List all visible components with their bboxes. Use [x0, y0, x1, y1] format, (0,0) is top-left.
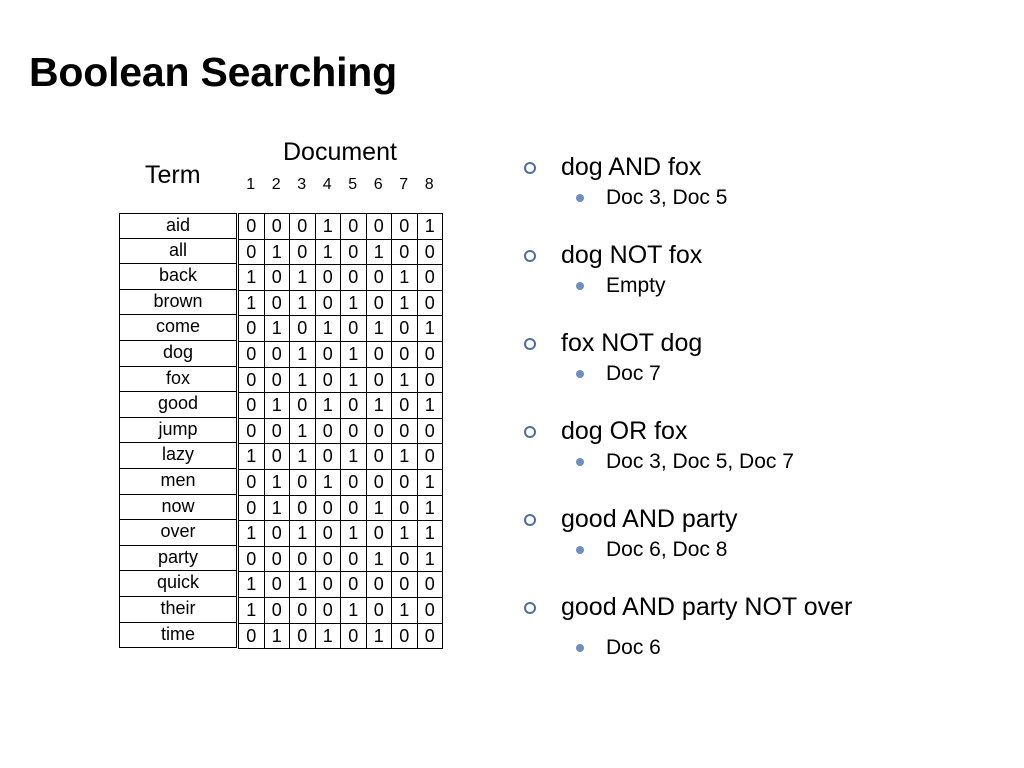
matrix-cell: 0 — [367, 521, 393, 547]
boolean-query-list — [522, 150, 1002, 688]
matrix-cell: 0 — [316, 265, 342, 291]
matrix-cell: 0 — [341, 214, 367, 240]
matrix-cell: 0 — [418, 624, 444, 650]
matrix-cell: 0 — [316, 547, 342, 573]
matrix-cell: 1 — [316, 214, 342, 240]
result-text: Doc 6, Doc 8 — [606, 538, 728, 561]
result-text: Doc 7 — [606, 362, 661, 385]
matrix-cell: 0 — [367, 444, 393, 470]
result-item — [522, 272, 1002, 326]
term-cell: fox — [119, 367, 237, 393]
matrix-cell: 0 — [316, 598, 342, 624]
matrix-cell: 1 — [265, 316, 291, 342]
matrix-cell: 1 — [290, 521, 316, 547]
matrix-cell: 0 — [265, 444, 291, 470]
term-cell: lazy — [119, 443, 237, 469]
matrix-cell: 0 — [290, 393, 316, 419]
query-text: dog OR fox — [561, 417, 688, 445]
term-cell: their — [119, 597, 237, 623]
term-cell: come — [119, 315, 237, 341]
term-document-matrix — [238, 213, 443, 649]
matrix-cell: 1 — [290, 368, 316, 394]
matrix-cell: 0 — [341, 496, 367, 522]
term-cell: good — [119, 392, 237, 418]
matrix-cell: 0 — [392, 393, 418, 419]
matrix-cell: 1 — [418, 470, 444, 496]
matrix-cell: 0 — [265, 214, 291, 240]
term-cell: brown — [119, 290, 237, 316]
matrix-cell: 1 — [316, 393, 342, 419]
document-number: 4 — [322, 176, 332, 193]
matrix-cell: 0 — [392, 240, 418, 266]
document-number: 1 — [246, 176, 256, 193]
matrix-cell: 0 — [265, 598, 291, 624]
matrix-cell: 1 — [341, 291, 367, 317]
matrix-cell: 0 — [265, 547, 291, 573]
matrix-cell: 1 — [239, 265, 265, 291]
matrix-cell: 0 — [290, 214, 316, 240]
matrix-cell: 0 — [290, 470, 316, 496]
document-number: 3 — [297, 176, 307, 193]
matrix-cell: 0 — [392, 496, 418, 522]
matrix-cell: 1 — [341, 598, 367, 624]
matrix-cell: 1 — [341, 521, 367, 547]
matrix-cell: 1 — [290, 291, 316, 317]
matrix-cell: 0 — [316, 572, 342, 598]
matrix-cell: 0 — [341, 470, 367, 496]
matrix-cell: 0 — [265, 342, 291, 368]
matrix-cell: 0 — [367, 598, 393, 624]
term-cell: dog — [119, 341, 237, 367]
matrix-cell: 0 — [265, 265, 291, 291]
matrix-cell: 0 — [316, 291, 342, 317]
matrix-cell: 0 — [341, 624, 367, 650]
matrix-cell: 0 — [290, 496, 316, 522]
matrix-cell: 0 — [265, 291, 291, 317]
matrix-cell: 0 — [239, 624, 265, 650]
matrix-cell: 1 — [418, 316, 444, 342]
matrix-cell: 0 — [392, 419, 418, 445]
matrix-cell: 0 — [418, 291, 444, 317]
matrix-cell: 0 — [239, 419, 265, 445]
matrix-cell: 0 — [367, 342, 393, 368]
matrix-cell: 0 — [367, 265, 393, 291]
term-cell: aid — [119, 213, 237, 239]
matrix-cell: 0 — [316, 419, 342, 445]
matrix-cell: 1 — [265, 240, 291, 266]
result-text: Empty — [606, 274, 666, 297]
term-cell: quick — [119, 571, 237, 597]
term-cell: jump — [119, 418, 237, 444]
matrix-cell: 1 — [290, 572, 316, 598]
matrix-cell: 0 — [265, 572, 291, 598]
matrix-cell: 0 — [341, 265, 367, 291]
matrix-cell: 0 — [265, 521, 291, 547]
matrix-cell: 0 — [316, 444, 342, 470]
matrix-cell: 0 — [341, 393, 367, 419]
matrix-cell: 0 — [418, 368, 444, 394]
matrix-cell: 1 — [392, 598, 418, 624]
document-number: 2 — [271, 176, 281, 193]
matrix-cell: 1 — [392, 265, 418, 291]
matrix-cell: 0 — [392, 624, 418, 650]
matrix-cell: 0 — [392, 214, 418, 240]
matrix-cell: 0 — [418, 342, 444, 368]
matrix-cell: 0 — [316, 342, 342, 368]
matrix-cell: 1 — [239, 444, 265, 470]
matrix-cell: 0 — [239, 368, 265, 394]
matrix-cell: 0 — [367, 572, 393, 598]
hollow-bullet-icon — [524, 162, 536, 174]
matrix-cell: 0 — [239, 393, 265, 419]
matrix-cell: 0 — [239, 240, 265, 266]
result-item — [522, 536, 1002, 590]
matrix-cell: 1 — [239, 291, 265, 317]
matrix-cell: 0 — [367, 214, 393, 240]
matrix-cell: 1 — [239, 598, 265, 624]
matrix-cell: 0 — [341, 240, 367, 266]
matrix-cell: 0 — [418, 419, 444, 445]
matrix-cell: 1 — [265, 496, 291, 522]
matrix-cell: 0 — [418, 572, 444, 598]
matrix-cell: 0 — [290, 316, 316, 342]
hollow-bullet-icon — [524, 250, 536, 262]
document-number-row — [238, 173, 442, 197]
term-column-header: Term — [145, 161, 201, 189]
matrix-cell: 0 — [367, 368, 393, 394]
matrix-cell: 0 — [290, 624, 316, 650]
matrix-cell: 0 — [316, 368, 342, 394]
matrix-cell: 1 — [290, 342, 316, 368]
result-item — [522, 184, 1002, 238]
matrix-cell: 0 — [265, 368, 291, 394]
term-cell: now — [119, 495, 237, 521]
term-column — [119, 213, 237, 648]
matrix-cell: 0 — [392, 572, 418, 598]
term-cell: party — [119, 546, 237, 572]
query-item — [522, 150, 1002, 184]
matrix-cell: 0 — [239, 470, 265, 496]
matrix-cell: 0 — [341, 547, 367, 573]
matrix-cell: 0 — [239, 214, 265, 240]
result-item — [522, 448, 1002, 502]
query-item — [522, 590, 1002, 624]
matrix-cell: 0 — [392, 342, 418, 368]
matrix-cell: 0 — [367, 291, 393, 317]
matrix-cell: 1 — [341, 368, 367, 394]
matrix-cell: 1 — [392, 444, 418, 470]
matrix-cell: 0 — [418, 265, 444, 291]
matrix-cell: 1 — [341, 444, 367, 470]
matrix-cell: 1 — [316, 240, 342, 266]
matrix-cell: 0 — [341, 419, 367, 445]
filled-bullet-icon — [576, 282, 584, 290]
matrix-cell: 0 — [341, 316, 367, 342]
filled-bullet-icon — [576, 546, 584, 554]
result-item — [522, 360, 1002, 414]
matrix-cell: 0 — [418, 598, 444, 624]
result-text: Doc 3, Doc 5, Doc 7 — [606, 450, 794, 473]
matrix-cell: 1 — [418, 496, 444, 522]
term-cell: back — [119, 264, 237, 290]
hollow-bullet-icon — [524, 426, 536, 438]
matrix-cell: 1 — [367, 547, 393, 573]
matrix-cell: 1 — [290, 444, 316, 470]
document-number: 7 — [399, 176, 409, 193]
matrix-cell: 1 — [316, 624, 342, 650]
matrix-cell: 0 — [418, 240, 444, 266]
matrix-cell: 0 — [316, 496, 342, 522]
term-cell: time — [119, 623, 237, 649]
matrix-cell: 0 — [290, 598, 316, 624]
filled-bullet-icon — [576, 458, 584, 466]
hollow-bullet-icon — [524, 602, 536, 614]
matrix-cell: 1 — [392, 368, 418, 394]
matrix-cell: 1 — [392, 291, 418, 317]
matrix-cell: 0 — [239, 547, 265, 573]
matrix-cell: 0 — [367, 470, 393, 496]
query-text: good AND party NOT over — [561, 593, 853, 621]
query-item — [522, 326, 1002, 360]
matrix-cell: 1 — [290, 419, 316, 445]
filled-bullet-icon — [576, 370, 584, 378]
matrix-cell: 1 — [418, 393, 444, 419]
matrix-cell: 1 — [367, 240, 393, 266]
query-item — [522, 238, 1002, 272]
query-text: good AND party — [561, 505, 738, 533]
matrix-cell: 1 — [265, 624, 291, 650]
matrix-cell: 1 — [392, 521, 418, 547]
matrix-cell: 0 — [239, 342, 265, 368]
matrix-cell: 1 — [265, 393, 291, 419]
document-number: 5 — [348, 176, 358, 193]
term-cell: over — [119, 520, 237, 546]
term-cell: men — [119, 469, 237, 495]
result-item — [522, 634, 1002, 688]
matrix-cell: 1 — [265, 470, 291, 496]
matrix-cell: 1 — [367, 624, 393, 650]
filled-bullet-icon — [576, 194, 584, 202]
result-text: Doc 6 — [606, 636, 661, 659]
matrix-cell: 0 — [367, 419, 393, 445]
matrix-cell: 1 — [418, 214, 444, 240]
matrix-cell: 1 — [367, 316, 393, 342]
matrix-cell: 0 — [392, 547, 418, 573]
matrix-cell: 1 — [316, 316, 342, 342]
matrix-cell: 0 — [418, 444, 444, 470]
matrix-cell: 1 — [290, 265, 316, 291]
filled-bullet-icon — [576, 644, 584, 652]
result-text: Doc 3, Doc 5 — [606, 186, 728, 209]
matrix-cell: 1 — [367, 496, 393, 522]
matrix-cell: 0 — [239, 496, 265, 522]
matrix-cell: 1 — [367, 393, 393, 419]
matrix-cell: 0 — [265, 419, 291, 445]
term-cell: all — [119, 239, 237, 265]
matrix-cell: 0 — [239, 316, 265, 342]
matrix-cell: 1 — [239, 521, 265, 547]
hollow-bullet-icon — [524, 514, 536, 526]
matrix-cell: 0 — [392, 470, 418, 496]
matrix-cell: 1 — [418, 547, 444, 573]
query-text: dog NOT fox — [561, 241, 703, 269]
query-text: dog AND fox — [561, 153, 702, 181]
matrix-cell: 1 — [316, 470, 342, 496]
query-text: fox NOT dog — [561, 329, 703, 357]
slide-title: Boolean Searching — [29, 49, 397, 95]
query-item — [522, 502, 1002, 536]
matrix-cell: 0 — [290, 547, 316, 573]
hollow-bullet-icon — [524, 338, 536, 350]
document-number: 8 — [424, 176, 434, 193]
matrix-cell: 0 — [316, 521, 342, 547]
matrix-cell: 0 — [392, 316, 418, 342]
query-item — [522, 414, 1002, 448]
document-number: 6 — [373, 176, 383, 193]
matrix-cell: 1 — [239, 572, 265, 598]
matrix-cell: 1 — [418, 521, 444, 547]
matrix-cell: 1 — [341, 342, 367, 368]
document-column-header: Document — [283, 138, 397, 166]
matrix-cell: 0 — [341, 572, 367, 598]
matrix-cell: 0 — [290, 240, 316, 266]
